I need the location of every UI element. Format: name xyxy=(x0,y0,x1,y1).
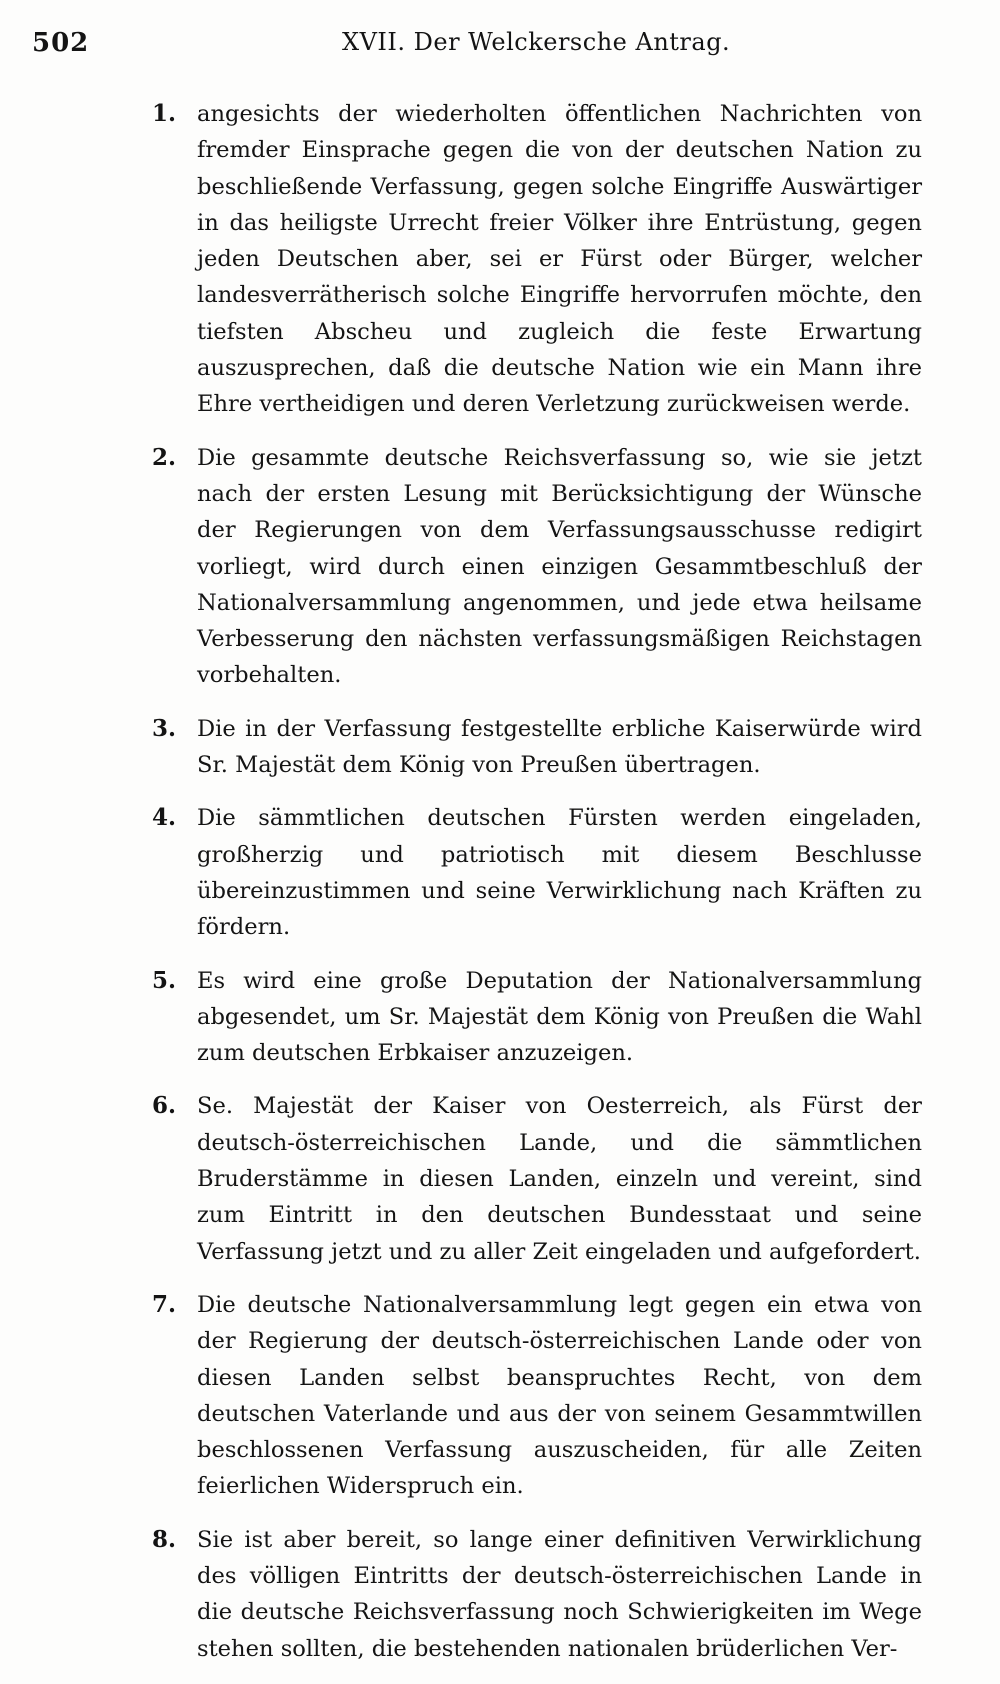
list-item xyxy=(152,96,922,423)
list-item xyxy=(152,800,922,945)
numbered-list xyxy=(152,96,922,1684)
list-item xyxy=(152,1522,922,1667)
item-number: 8. xyxy=(152,1525,177,1553)
list-item xyxy=(152,1088,922,1269)
running-head xyxy=(32,28,940,68)
running-title: XVII. Der Welckersche Antrag. xyxy=(342,28,731,56)
item-text: angesichts der wiederholten öffentlichen Nachrichten von fremder Einsprache gegen die von der deutschen Nation zu beschließende Verfassung, gegen solche Eingriffe Auswärtiger in das heiligste Urrecht freier Völker ihre Entrüstung, gegen jeden Deutschen aber, sei er Fürst oder Bürger, welcher landesverrätherisch solche Eingriffe hervorrufen möchte, den tiefsten Abscheu und zugleich die feste Erwartung auszusprechen, daß die deutsche Nation wie ein Mann ihre Ehre vertheidigen und deren Verletzung zurückweisen werde. xyxy=(197,101,922,418)
item-text: Die gesammte deutsche Reichsverfassung so, wie sie jetzt nach der ersten Lesung mit Berücksichtigung der Wünsche der Regierungen von dem Verfassungsausschusse redigirt vorliegt, wird durch einen einzigen Gesammtbeschluß der Nationalversammlung angenommen, und jede etwa heilsame Verbesserung den nächsten verfassungsmäßigen Reichstagen vorbehalten. xyxy=(197,444,922,689)
item-text: Die deutsche Nationalversammlung legt gegen ein etwa von der Regierung der deutsch-österreichischen Lande oder von diesen Landen selbst beanspruchtes Recht, von dem deutschen Vaterlande und aus der von seinem Gesammtwillen beschlossenen Verfassung auszuscheiden, für alle Zeiten feierlichen Widerspruch ein. xyxy=(197,1291,922,1500)
item-text: Die sämmtlichen deutschen Fürsten werden eingeladen, großherzig und patriotisch mit diesem Beschlusse übereinzustimmen und seine Verwirklichung nach Kräften zu fördern. xyxy=(197,805,922,941)
list-item xyxy=(152,1287,922,1505)
item-number: 7. xyxy=(152,1290,177,1318)
item-number: 4. xyxy=(152,804,177,832)
item-text: Se. Majestät der Kaiser von Oesterreich, als Fürst der deutsch-österreichischen Lande, und die sämmtlichen Bruderstämme in diesen Landen, einzeln und vereint, sind zum Eintritt in den deutschen Bundesstaat und seine Verfassung jetzt und zu aller Zeit eingeladen und aufgefordert. xyxy=(197,1093,922,1265)
item-text: Sie ist aber bereit, so lange einer definitiven Verwirklichung des völligen Eintritts der deutsch-österreichischen Lande in die deutsche Reichsverfassung noch Schwierigkeiten im Wege stehen sollten, die bestehenden nationalen brüderlichen Ver- xyxy=(197,1526,922,1662)
page-number: 502 xyxy=(32,28,90,58)
list-item xyxy=(152,711,922,784)
list-item xyxy=(152,963,922,1072)
item-number: 6. xyxy=(152,1092,177,1120)
list-item xyxy=(152,440,922,694)
item-number: 5. xyxy=(152,966,177,994)
item-text: Es wird eine große Deputation der Nationalversammlung abgesendet, um Sr. Majestät dem König von Preußen die Wahl zum deutschen Erbkaiser anzuzeigen. xyxy=(197,967,922,1067)
item-number: 3. xyxy=(152,714,177,742)
item-number: 2. xyxy=(152,443,177,471)
item-text: Die in der Verfassung festgestellte erbliche Kaiserwürde wird Sr. Majestät dem König von Preußen übertragen. xyxy=(197,715,922,779)
item-number: 1. xyxy=(152,100,177,127)
